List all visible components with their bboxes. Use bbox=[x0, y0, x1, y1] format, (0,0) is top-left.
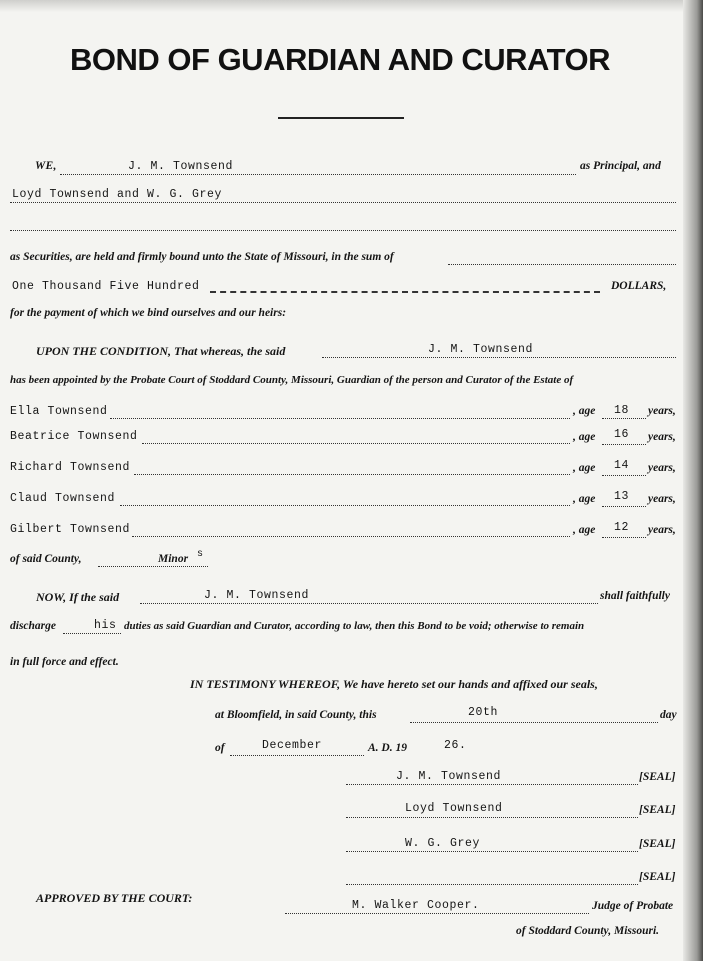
age-line bbox=[602, 475, 646, 476]
approved-label: APPROVED BY THE COURT: bbox=[36, 891, 193, 905]
years-label: years, bbox=[648, 493, 676, 505]
judge-county: of Stoddard County, Missouri. bbox=[516, 925, 660, 937]
ward-line bbox=[142, 443, 570, 444]
ward-age: 12 bbox=[614, 521, 630, 534]
securities-clause: as Securities, are held and firmly bound unto the State of Missouri, in the sum of bbox=[10, 251, 394, 263]
ward-age: 16 bbox=[614, 428, 630, 441]
testimony-clause: IN TESTIMONY WHEREOF, We have hereto set our hands and affixed our seals, bbox=[190, 677, 598, 691]
ward-line bbox=[134, 474, 570, 475]
judge-name: M. Walker Cooper. bbox=[352, 899, 480, 912]
age-label-text: age bbox=[578, 462, 596, 474]
ward-name: Beatrice Townsend bbox=[10, 430, 138, 443]
sureties-line bbox=[10, 202, 676, 203]
day-line bbox=[410, 722, 658, 723]
seal-label: [SEAL] bbox=[639, 771, 676, 783]
age-label: , age bbox=[573, 524, 596, 536]
ward-name: Claud Townsend bbox=[10, 492, 116, 505]
ward-line bbox=[132, 536, 570, 537]
age-label-text: age bbox=[578, 493, 596, 505]
signature-line bbox=[346, 784, 638, 785]
appointed-clause: has been appointed by the Probate Court of Stoddard County, Missouri, Guardian of the person and Curator of the Estate of bbox=[10, 374, 574, 386]
condition-line bbox=[322, 357, 676, 358]
ward-name: Gilbert Townsend bbox=[10, 523, 131, 536]
document-title: BOND OF GUARDIAN AND CURATOR bbox=[70, 42, 610, 77]
of-label: of bbox=[215, 742, 225, 754]
day-label: day bbox=[660, 709, 677, 721]
securities-line bbox=[448, 264, 676, 265]
we-label: WE, bbox=[35, 160, 57, 172]
his-word: his bbox=[94, 619, 117, 632]
minor-label: Minor bbox=[158, 553, 189, 565]
sum-dash-line bbox=[210, 291, 600, 293]
payment-clause: for the payment of which we bind ourselves and our heirs: bbox=[10, 307, 287, 319]
seal-label: [SEAL] bbox=[639, 838, 676, 850]
minor-suffix: s bbox=[197, 549, 204, 560]
sureties-names: Loyd Townsend and W. G. Grey bbox=[12, 188, 223, 201]
age-line bbox=[602, 506, 646, 507]
discharge-label: discharge bbox=[10, 620, 56, 632]
month-line bbox=[230, 755, 364, 756]
month: December bbox=[262, 739, 323, 752]
day-number: 20th bbox=[468, 706, 499, 719]
signature-line bbox=[346, 851, 638, 852]
age-label: , age bbox=[573, 493, 596, 505]
year-suffix: 26. bbox=[444, 739, 467, 752]
duties-clause: duties as said Guardian and Curator, according to law, then this Bond to be void; otherwise to remain bbox=[124, 620, 585, 632]
ad-label: A. D. 19 bbox=[368, 742, 407, 754]
principal-name: J. M. Townsend bbox=[128, 160, 234, 173]
ward-name: Ella Townsend bbox=[10, 405, 108, 418]
age-label: , age bbox=[573, 431, 596, 443]
years-label: years, bbox=[648, 431, 676, 443]
years-label: years, bbox=[648, 405, 676, 417]
ward-line bbox=[110, 418, 570, 419]
minor-line bbox=[98, 566, 208, 567]
condition-name: J. M. Townsend bbox=[428, 343, 534, 356]
signature-name: J. M. Townsend bbox=[396, 770, 502, 783]
age-label-text: age bbox=[578, 405, 596, 417]
now-line bbox=[140, 603, 598, 604]
age-label: , age bbox=[573, 405, 596, 417]
seal-label: [SEAL] bbox=[639, 804, 676, 816]
age-line bbox=[602, 444, 646, 445]
ward-age: 14 bbox=[614, 459, 630, 472]
title-rule bbox=[278, 117, 404, 119]
now-name: J. M. Townsend bbox=[204, 589, 310, 602]
full-force: in full force and effect. bbox=[10, 656, 119, 668]
age-label-text: age bbox=[578, 431, 596, 443]
scan-edge bbox=[683, 0, 703, 961]
years-label: years, bbox=[648, 462, 676, 474]
age-label-text: age bbox=[578, 524, 596, 536]
principal-line bbox=[60, 174, 576, 175]
signature-line bbox=[346, 884, 638, 885]
shall-faithfully: shall faithfully bbox=[600, 590, 670, 602]
ward-line bbox=[120, 505, 570, 506]
now-label: NOW, If the said bbox=[36, 590, 120, 604]
age-line bbox=[602, 537, 646, 538]
at-bloomfield: at Bloomfield, in said County, this bbox=[215, 709, 377, 721]
seal-label: [SEAL] bbox=[639, 871, 676, 883]
ward-age: 13 bbox=[614, 490, 630, 503]
judge-title: Judge of Probate bbox=[592, 900, 674, 912]
sum-words: One Thousand Five Hundred bbox=[12, 280, 200, 293]
signature-name: Loyd Townsend bbox=[405, 802, 503, 815]
signature-line bbox=[346, 817, 638, 818]
dollars-label: DOLLARS, bbox=[611, 280, 667, 292]
blank-line bbox=[10, 230, 676, 231]
judge-line bbox=[285, 913, 589, 914]
his-line bbox=[63, 633, 121, 634]
scan-shadow bbox=[0, 0, 703, 12]
signature-name: W. G. Grey bbox=[405, 837, 481, 850]
condition-clause: UPON THE CONDITION, That whereas, the said bbox=[36, 344, 286, 358]
age-label: , age bbox=[573, 462, 596, 474]
age-line bbox=[602, 418, 646, 419]
ward-name: Richard Townsend bbox=[10, 461, 131, 474]
ward-age: 18 bbox=[614, 404, 630, 417]
as-principal-label: as Principal, and bbox=[580, 160, 661, 172]
years-label: years, bbox=[648, 524, 676, 536]
county-label: of said County, bbox=[10, 553, 82, 565]
